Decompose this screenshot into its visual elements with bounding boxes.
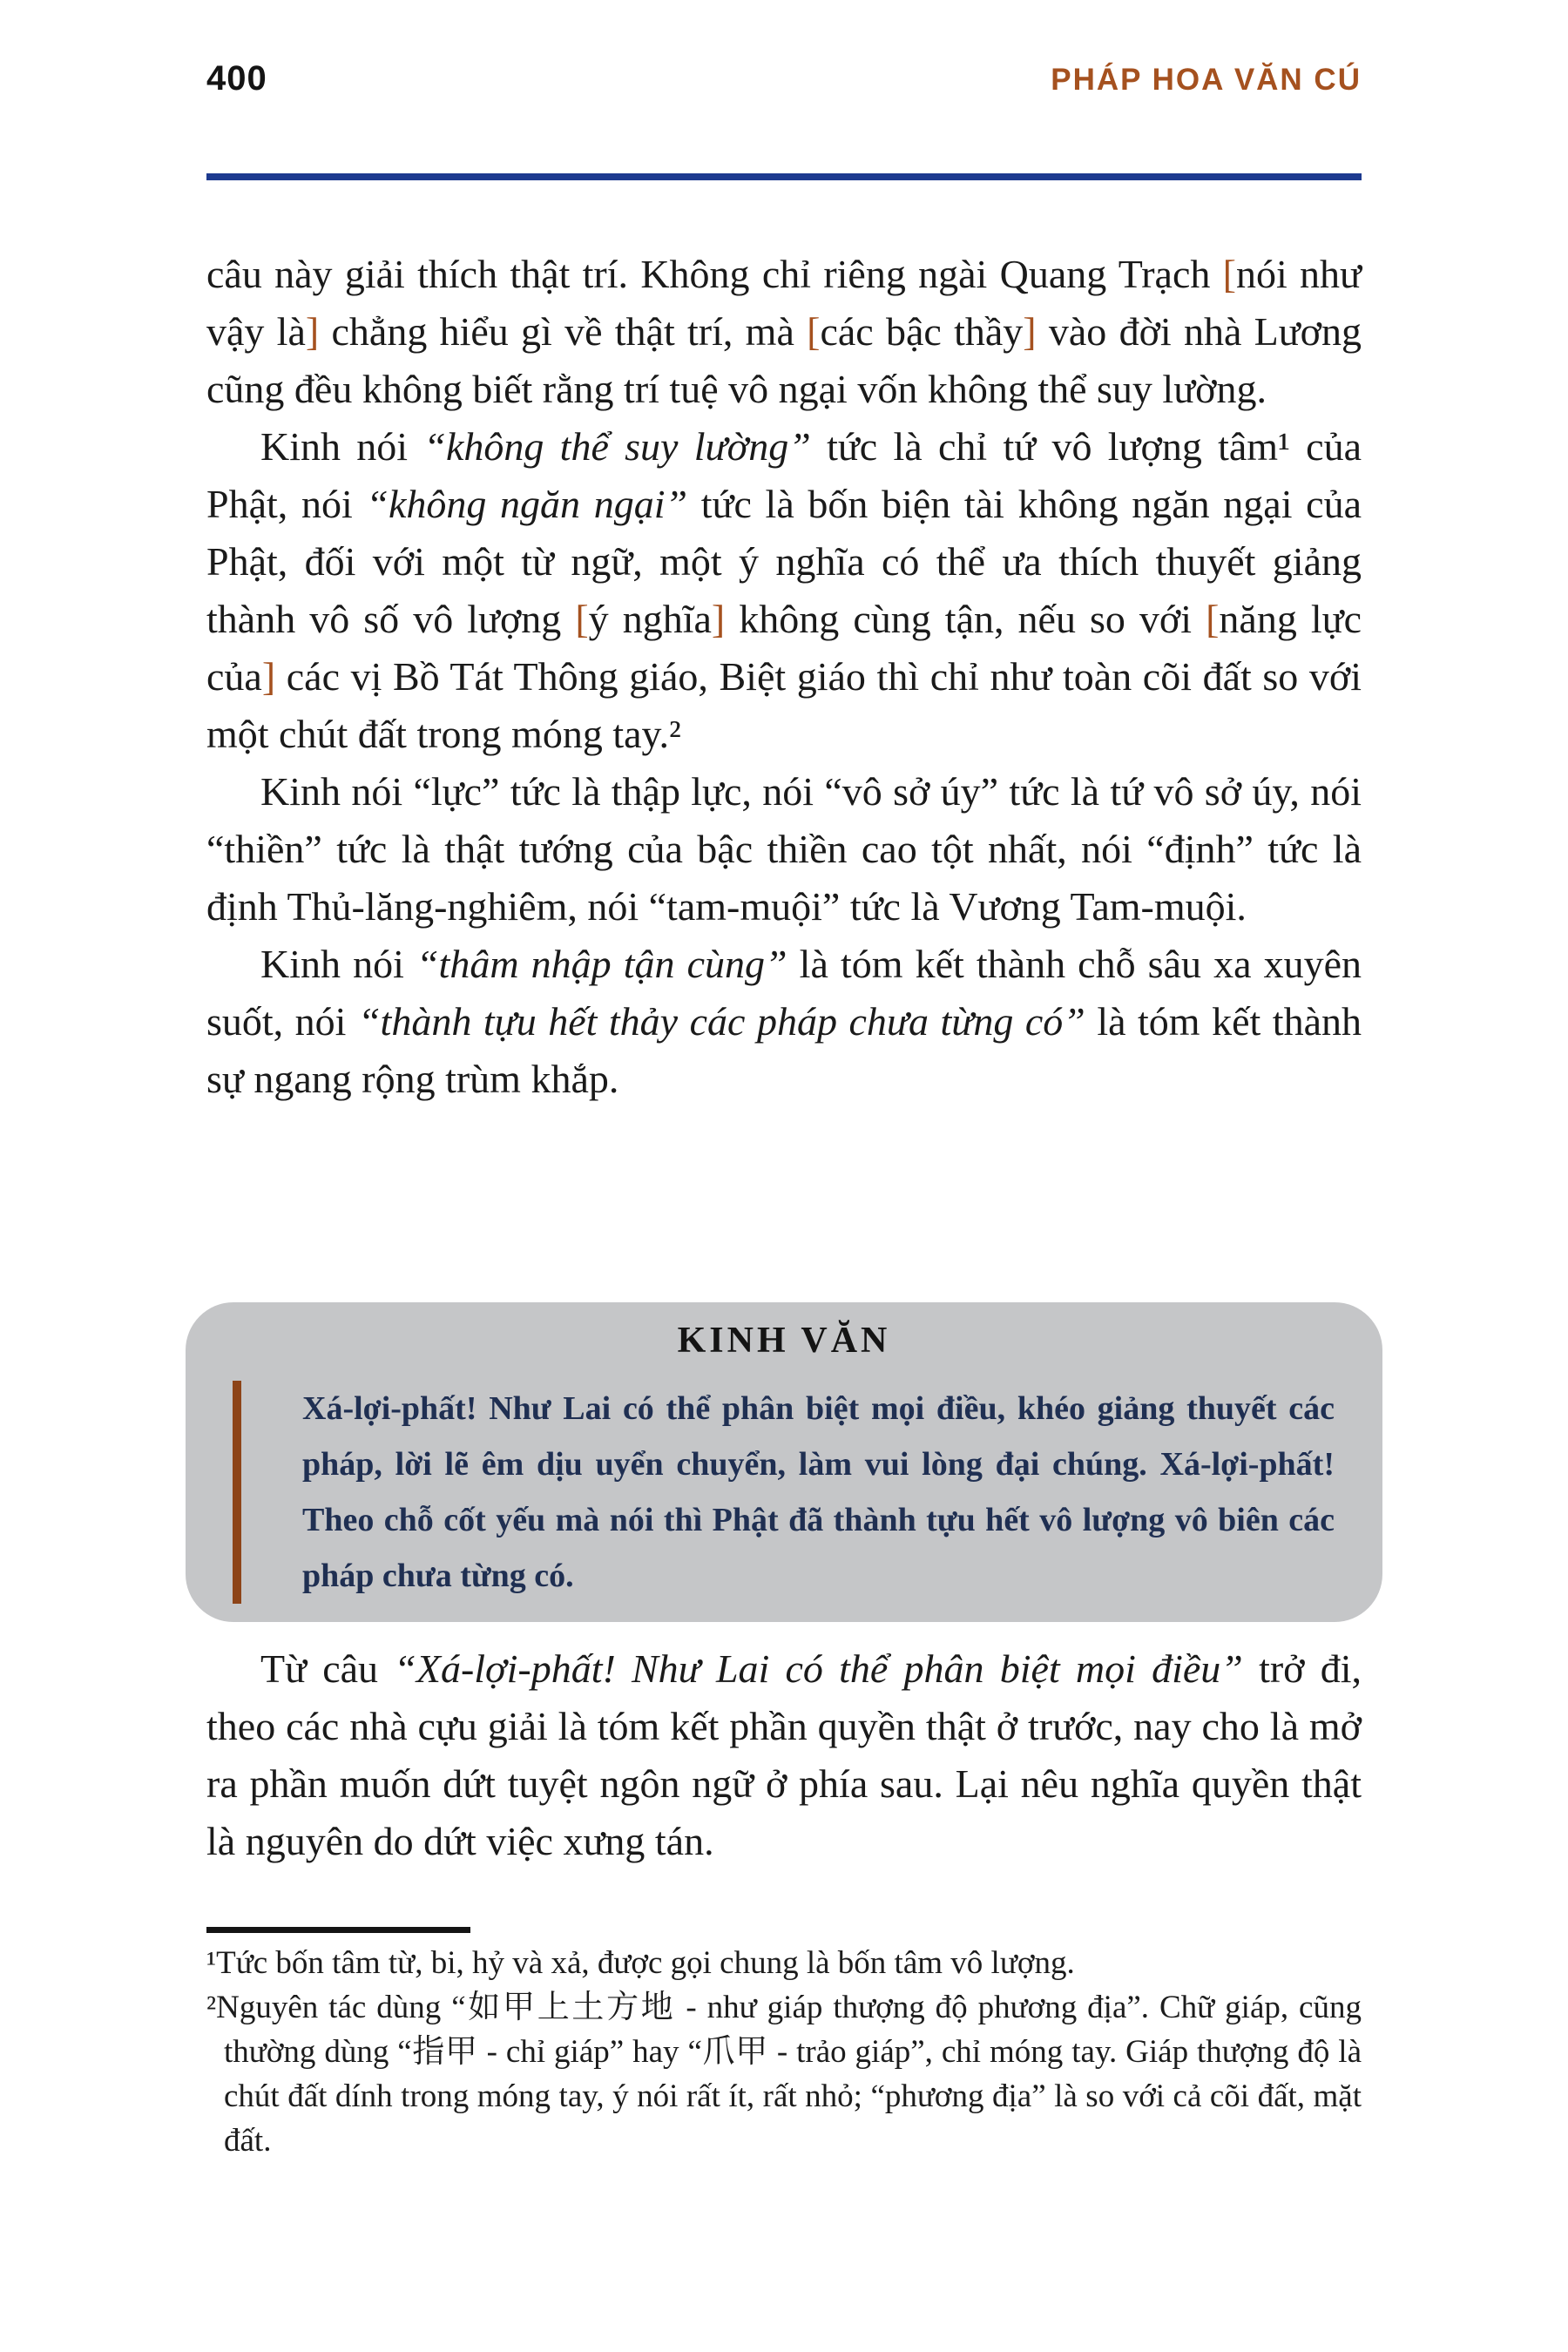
- kinh-van-quote: Xá-lợi-phất! Như Lai có thể phân biệt mọi điều, khéo giảng thuyết các pháp, lời lẽ êm dịu uyển chuyển, làm vui lòng đại chúng. Xá-lợi-phất! Theo chỗ cốt yếu mà nói thì Phật đã thành tựu hết vô lượng vô biên các pháp chưa từng có.: [233, 1381, 1335, 1604]
- footnote-1: ¹Tức bốn tâm từ, bi, hỷ và xả, được gọi chung là bốn tâm vô lượng.: [206, 1945, 1075, 1981]
- body-paragraph-4: Kinh nói “thâm nhập tận cùng” là tóm kết thành chỗ sâu xa xuyên suốt, nói “thành tựu hết thảy các pháp chưa từng có” là tóm kết thành sự ngang rộng trùm khắp.: [206, 942, 1362, 1101]
- kinh-van-title: KINH VĂN: [677, 1321, 891, 1361]
- footnote-separator: [206, 1927, 470, 1933]
- body-text: [206, 246, 1362, 1108]
- body-paragraph-5: Từ câu “Xá-lợi-phất! Như Lai có thể phân biệt mọi điều” trở đi, theo các nhà cựu giải là tóm kết phần quyền thật ở trước, nay cho là mở ra phần muốn dứt tuyệt ngôn ngữ ở phía sau. Lại nêu nghĩa quyền thật là nguyên do dứt việc xưng tán.: [206, 1646, 1362, 1863]
- footnote-2: ²Nguyên tác dùng “如甲上土方地 - như giáp thượng độ phương địa”. Chữ giáp, cũng thường dùng “指甲 - chỉ giáp” hay “爪甲 - trảo giáp”, chỉ móng tay. Giáp thượng độ là chút đất dính trong móng tay, ý nói rất ít, rất nhỏ; “phương địa” là so với cả cõi đất, mặt đất.: [206, 1990, 1362, 2159]
- body-paragraph-1: câu này giải thích thật trí. Không chỉ riêng ngài Quang Trạch [nói như vậy là] chẳng hiểu gì về thật trí, mà [các bậc thầy] vào đời nhà Lương cũng đều không biết rằng trí tuệ vô ngại vốn không thể suy lường.: [206, 252, 1362, 411]
- page-number: 400: [206, 59, 267, 98]
- running-title: PHÁP HOA VĂN CÚ: [1051, 63, 1362, 97]
- after-box-text: [206, 1640, 1362, 1870]
- page-header: [206, 59, 1362, 98]
- kinh-van-box: [186, 1302, 1382, 1622]
- header-rule: [206, 173, 1362, 180]
- body-paragraph-2: Kinh nói “không thể suy lường” tức là chỉ tứ vô lượng tâm¹ của Phật, nói “không ngăn ngại” tức là bốn biện tài không ngăn ngại của Phật, đối với một từ ngữ, một ý nghĩa có thể ưa thích thuyết giảng thành vô số vô lượng [ý nghĩa] không cùng tận, nếu so với [năng lực của] các vị Bồ Tát Thông giáo, Biệt giáo thì chỉ như toàn cõi đất so với một chút đất trong móng tay.²: [206, 424, 1362, 756]
- body-paragraph-3: Kinh nói “lực” tức là thập lực, nói “vô sở úy” tức là tứ vô sở úy, nói “thiền” tức là thật tướng của bậc thiền cao tột nhất, nói “định” tức là định Thủ-lăng-nghiêm, nói “tam-muội” tức là Vương Tam-muội.: [206, 769, 1362, 929]
- footnotes: [206, 1941, 1362, 2163]
